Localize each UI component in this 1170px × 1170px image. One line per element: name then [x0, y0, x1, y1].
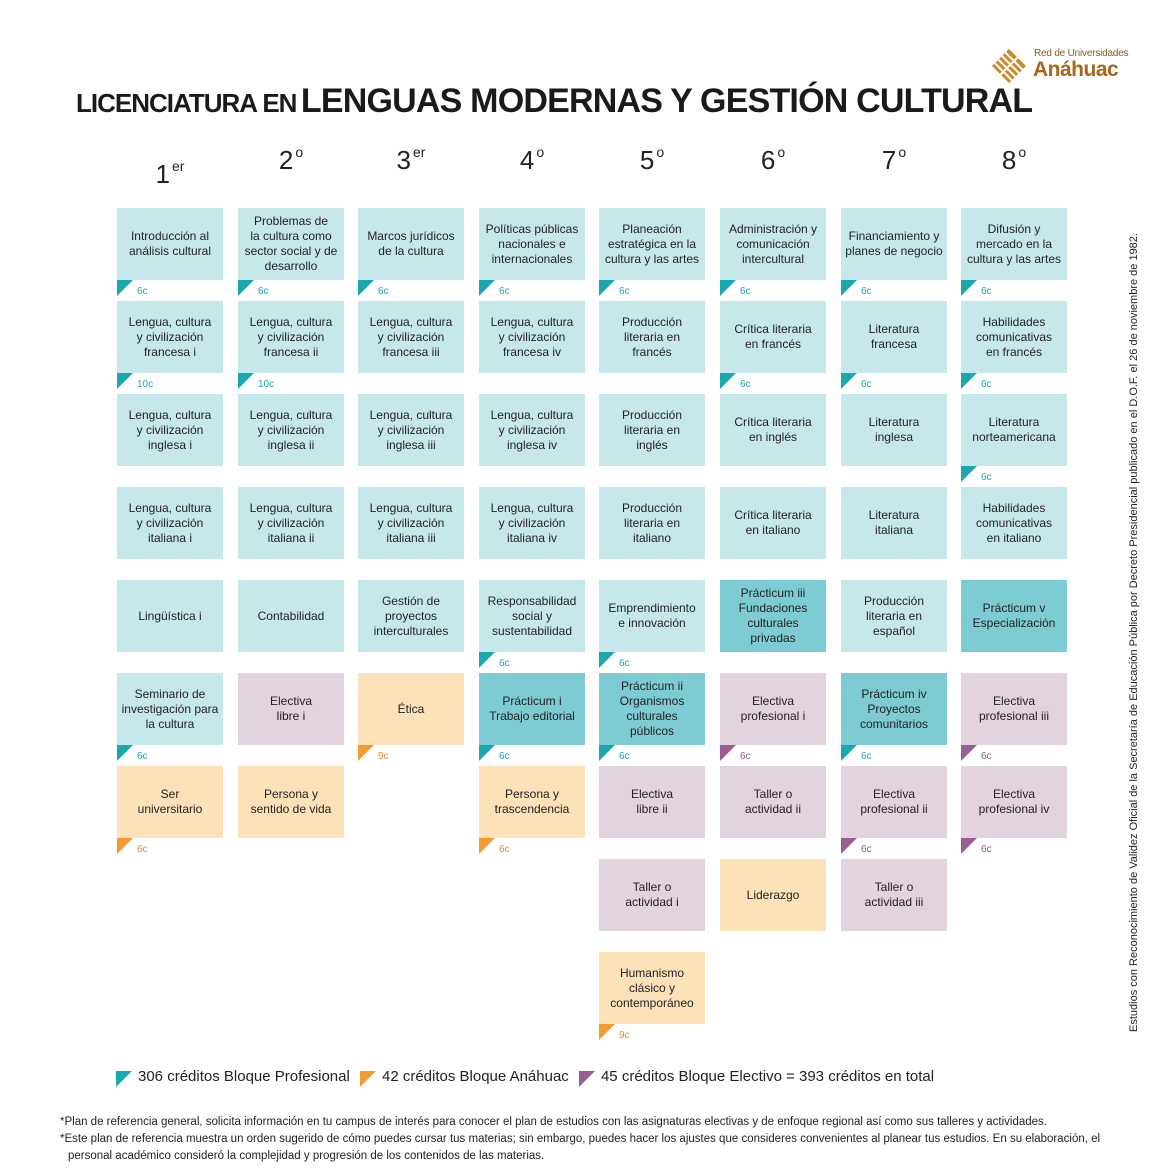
course-cell	[358, 673, 464, 745]
anahuac-triangle-icon	[117, 838, 133, 854]
course-name: Habilidades comunicativas en francés	[975, 314, 1053, 359]
course-name: Humanismo clásico y contemporáneo	[610, 965, 694, 1010]
course-name: Lengua, cultura y civilización italiana ii	[249, 500, 333, 545]
anahuac-triangle-icon	[479, 838, 495, 854]
course-cell	[358, 301, 464, 373]
anahuac-triangle-icon	[358, 745, 374, 761]
course-credits-label: 6c	[499, 751, 510, 762]
course-cell	[599, 487, 705, 559]
course-cell	[841, 766, 947, 838]
course-name: Ética	[397, 701, 425, 716]
course-credits	[599, 745, 639, 765]
course-name: Planeación estratégica en la cultura y las artes	[604, 221, 700, 266]
footnote-1: *Plan de referencia general, solicita información en tu campus de interés para conocer el plan de estudios con las asignaturas electivas y de enfoque regional así como sus talleres y actividades.	[60, 1116, 1048, 1128]
profesional-triangle-icon	[117, 280, 133, 296]
course-cell	[358, 487, 464, 559]
course-name: Lengua, cultura y civilización francesa i	[128, 314, 212, 359]
course-name: Lengua, cultura y civilización inglesa i	[128, 407, 212, 452]
course-name: Prácticum v Especialización	[972, 601, 1056, 630]
course-cell	[117, 301, 223, 373]
course-credits-label: 6c	[861, 844, 872, 855]
profesional-triangle-icon	[599, 745, 615, 761]
course-cell	[238, 673, 344, 745]
course-credits-label: 6c	[619, 286, 630, 297]
profesional-triangle-icon	[238, 280, 254, 296]
course-cell	[117, 394, 223, 466]
course-cell	[479, 766, 585, 838]
semester-ordinal-suffix: o	[1018, 144, 1027, 160]
semester-number: 4	[519, 145, 535, 175]
electivo-triangle-icon	[841, 838, 857, 854]
course-credits	[961, 280, 1001, 300]
course-name: Electiva profesional iv	[978, 787, 1050, 816]
course-cell	[479, 673, 585, 745]
course-name: Introducción al análisis cultural	[128, 229, 212, 258]
semester-ordinal-suffix: o	[295, 144, 304, 160]
course-name: Persona y sentido de vida	[250, 787, 332, 816]
course-cell	[841, 859, 947, 931]
legend-anahuac	[360, 1068, 569, 1085]
course-name: Gestión de proyectos interculturales	[373, 593, 449, 638]
course-name: Difusión y mercado en la cultura y las artes	[966, 221, 1062, 266]
course-cell	[358, 580, 464, 652]
course-cell	[720, 487, 826, 559]
course-credits-label: 9c	[378, 751, 389, 762]
course-cell	[841, 487, 947, 559]
profesional-triangle-icon	[720, 373, 736, 389]
electivo-triangle-icon	[579, 1071, 595, 1087]
course-credits	[961, 466, 1001, 486]
legend-profesional	[116, 1068, 350, 1085]
course-name: Electiva profesional ii	[860, 787, 928, 816]
profesional-triangle-icon	[117, 745, 133, 761]
course-cell	[479, 301, 585, 373]
legend-profesional-label: 306 créditos Bloque Profesional	[138, 1068, 350, 1085]
course-credits	[117, 280, 157, 300]
course-name: Crítica literaria en italiano	[734, 508, 812, 537]
semester-2-header	[238, 144, 344, 176]
course-name: Administración y comunicación intercultural	[728, 221, 818, 266]
profesional-triangle-icon	[479, 652, 495, 668]
course-name: Electiva profesional iii	[978, 694, 1050, 723]
course-credits	[961, 745, 1001, 765]
profesional-triangle-icon	[358, 280, 374, 296]
course-name: Electiva libre ii	[630, 787, 674, 816]
course-credits	[117, 745, 157, 765]
vertical-accreditation-note: Estudios con Reconocimiento de Validez Oficial de la Secretaría de Educación Pública por Decreto Presidencial publicado en el D.O.F. el 26 de noviembre de 1982.	[1128, 233, 1140, 1032]
course-name: Producción literaria en francés	[621, 314, 683, 359]
course-name: Crítica literaria en francés	[734, 322, 812, 351]
course-cell	[117, 673, 223, 745]
course-cell	[238, 301, 344, 373]
course-cell	[961, 394, 1067, 466]
course-cell	[599, 673, 705, 745]
course-credits-label: 6c	[981, 472, 992, 483]
course-name: Crítica literaria en inglés	[734, 415, 812, 444]
course-name: Responsabilidad social y sustentabilidad	[487, 593, 577, 638]
course-credits	[599, 652, 639, 672]
electivo-triangle-icon	[720, 745, 736, 761]
course-credits-label: 6c	[981, 844, 992, 855]
profesional-triangle-icon	[117, 373, 133, 389]
course-cell	[479, 208, 585, 280]
semester-ordinal-suffix: er	[172, 158, 185, 174]
course-cell	[599, 580, 705, 652]
profesional-triangle-icon	[841, 373, 857, 389]
course-credits	[358, 280, 398, 300]
semester-number: 7	[881, 145, 897, 175]
anahuac-triangle-icon	[599, 1024, 615, 1040]
course-name: Taller o actividad ii	[744, 787, 802, 816]
course-credits-label: 6c	[619, 658, 630, 669]
course-credits-label: 6c	[861, 751, 872, 762]
course-cell	[720, 580, 826, 652]
course-credits	[720, 280, 760, 300]
course-name: Lingüística i	[138, 608, 202, 623]
course-name: Taller o actividad iii	[864, 880, 924, 909]
course-name: Electiva libre i	[269, 694, 313, 723]
profesional-triangle-icon	[961, 373, 977, 389]
course-cell	[238, 394, 344, 466]
course-name: Prácticum iv Proyectos comunitarios	[859, 686, 929, 731]
course-name: Ser universitario	[137, 787, 203, 816]
course-name: Lengua, cultura y civilización inglesa ii	[249, 407, 333, 452]
legend-electivo-label: 45 créditos Bloque Electivo = 393 créditos en total	[600, 1068, 935, 1085]
course-name: Lengua, cultura y civilización inglesa iv	[490, 407, 574, 452]
course-credits-label: 6c	[499, 658, 510, 669]
electivo-triangle-icon	[961, 838, 977, 854]
course-credits	[358, 745, 398, 765]
profesional-triangle-icon	[599, 652, 615, 668]
course-credits-label: 6c	[137, 751, 148, 762]
course-credits-label: 6c	[861, 379, 872, 390]
course-name: Literatura norteamericana	[972, 415, 1056, 444]
course-cell	[599, 301, 705, 373]
vertical-note-container	[1126, 180, 1142, 1032]
anahuac-triangle-icon	[360, 1071, 376, 1087]
course-cell	[117, 580, 223, 652]
logo-network-label: Red de Universidades	[1034, 48, 1129, 59]
course-credits	[841, 838, 881, 858]
course-name: Lengua, cultura y civilización italiana i	[128, 500, 212, 545]
course-cell	[238, 580, 344, 652]
course-cell	[961, 580, 1067, 652]
profesional-triangle-icon	[720, 280, 736, 296]
anahuac-logo-icon	[990, 48, 1028, 84]
course-cell	[841, 301, 947, 373]
course-name: Prácticum i Trabajo editorial	[489, 694, 575, 723]
course-credits	[238, 280, 278, 300]
course-cell	[238, 766, 344, 838]
course-cell	[599, 952, 705, 1024]
course-cell	[841, 580, 947, 652]
course-cell	[841, 208, 947, 280]
course-name: Emprendimiento e innovación	[608, 601, 696, 630]
course-cell	[599, 208, 705, 280]
profesional-triangle-icon	[116, 1071, 132, 1087]
course-name: Persona y trascendencia	[494, 787, 570, 816]
course-credits	[841, 745, 881, 765]
course-credits	[479, 838, 519, 858]
semester-number: 3	[396, 145, 411, 175]
course-credits-label: 9c	[619, 1030, 630, 1041]
semester-ordinal-suffix: er	[413, 144, 426, 160]
profesional-triangle-icon	[238, 373, 254, 389]
course-cell	[599, 766, 705, 838]
profesional-triangle-icon	[599, 280, 615, 296]
course-name: Producción literaria en inglés	[621, 407, 683, 452]
footnote-2-continued: personal académico consideró la complejidad y progresión de los contenidos de las materias.	[68, 1150, 545, 1162]
course-name: Prácticum iii Fundaciones culturales privadas	[738, 586, 808, 645]
course-credits	[961, 373, 1001, 393]
course-name: Contabilidad	[257, 608, 325, 623]
course-credits	[238, 373, 278, 393]
course-credits	[117, 373, 157, 393]
course-cell	[720, 394, 826, 466]
course-credits	[599, 1024, 639, 1044]
course-credits	[841, 280, 881, 300]
profesional-triangle-icon	[841, 280, 857, 296]
course-credits-label: 6c	[378, 286, 389, 297]
course-name: Literatura italiana	[868, 508, 920, 537]
course-name: Literatura francesa	[868, 322, 920, 351]
profesional-triangle-icon	[479, 280, 495, 296]
course-name: Lengua, cultura y civilización inglesa iii	[369, 407, 453, 452]
course-cell	[479, 487, 585, 559]
course-name: Lengua, cultura y civilización italiana iii	[369, 500, 453, 545]
course-cell	[720, 766, 826, 838]
footnotes	[60, 1114, 1140, 1165]
course-name: Electiva profesional i	[740, 694, 806, 723]
semester-number: 8	[1001, 145, 1017, 175]
semester-ordinal-suffix: o	[536, 144, 545, 160]
course-cell	[961, 766, 1067, 838]
course-credits	[479, 652, 519, 672]
course-cell	[358, 394, 464, 466]
course-name: Prácticum ii Organismos culturales públicos	[619, 679, 685, 738]
course-credits-label: 6c	[740, 751, 751, 762]
course-cell	[961, 487, 1067, 559]
course-credits-label: 6c	[499, 844, 510, 855]
course-credits	[479, 745, 519, 765]
legend-anahuac-label: 42 créditos Bloque Anáhuac	[381, 1068, 569, 1085]
course-cell	[238, 487, 344, 559]
legend-electivo	[579, 1068, 934, 1085]
title-main: LENGUAS MODERNAS Y GESTIÓN CULTURAL	[300, 82, 1033, 120]
course-cell	[720, 301, 826, 373]
footnote-2: *Este plan de referencia muestra un orden sugerido de cómo puedes cursar tus materias; sin embargo, puedes hacer los ajustes que consideres convenientes al planear tus estudios. En su elaboración, el	[60, 1133, 1101, 1145]
course-credits-label: 6c	[137, 286, 148, 297]
course-name: Lengua, cultura y civilización francesa iii	[369, 314, 453, 359]
course-name: Lengua, cultura y civilización francesa ii	[249, 314, 333, 359]
course-credits	[117, 838, 157, 858]
semester-number: 2	[278, 145, 294, 175]
course-name: Seminario de investigación para la cultura	[121, 686, 219, 731]
course-credits	[720, 745, 760, 765]
course-cell	[841, 673, 947, 745]
course-cell	[961, 208, 1067, 280]
semester-number: 6	[760, 145, 776, 175]
course-cell	[599, 859, 705, 931]
semester-4-header	[479, 144, 585, 176]
semester-3-header	[358, 144, 464, 176]
semester-5-header	[599, 144, 705, 176]
course-credits-label: 6c	[981, 286, 992, 297]
course-credits	[599, 280, 639, 300]
course-credits-label: 6c	[258, 286, 269, 297]
course-cell	[238, 208, 344, 280]
logo-wordmark: Anáhuac	[1033, 58, 1119, 81]
semester-number: 1	[155, 159, 170, 189]
course-cell	[599, 394, 705, 466]
course-credits	[841, 373, 881, 393]
course-name: Problemas de la cultura como sector social y de desarrollo	[244, 214, 338, 273]
course-name: Literatura inglesa	[868, 415, 920, 444]
profesional-triangle-icon	[961, 280, 977, 296]
course-name: Taller o actividad i	[625, 880, 679, 909]
semester-7-header	[841, 144, 947, 176]
course-credits	[479, 280, 519, 300]
course-cell	[117, 487, 223, 559]
course-cell	[720, 673, 826, 745]
course-cell	[358, 208, 464, 280]
page-title	[76, 82, 1032, 121]
course-credits	[961, 838, 1001, 858]
semester-ordinal-suffix: o	[777, 144, 786, 160]
course-credits-label: 6c	[981, 751, 992, 762]
course-credits-label: 6c	[619, 751, 630, 762]
course-credits-label: 6c	[861, 286, 872, 297]
course-credits-label: 6c	[137, 844, 148, 855]
semester-6-header	[720, 144, 826, 176]
course-credits	[720, 373, 760, 393]
course-cell	[841, 394, 947, 466]
course-cell	[961, 673, 1067, 745]
course-name: Habilidades comunicativas en italiano	[975, 500, 1053, 545]
course-credits-label: 6c	[981, 379, 992, 390]
course-name: Marcos jurídicos de la cultura	[367, 229, 455, 258]
course-cell	[961, 301, 1067, 373]
course-name: Lengua, cultura y civilización italiana iv	[490, 500, 574, 545]
semester-1-header	[117, 158, 223, 190]
semester-ordinal-suffix: o	[898, 144, 907, 160]
course-credits-label: 6c	[740, 379, 751, 390]
course-cell	[117, 766, 223, 838]
course-credits-label: 10c	[258, 379, 275, 390]
course-name: Financiamiento y planes de negocio	[845, 229, 943, 258]
credits-legend	[116, 1068, 940, 1090]
profesional-triangle-icon	[961, 466, 977, 482]
semester-ordinal-suffix: o	[656, 144, 665, 160]
course-credits-label: 10c	[137, 379, 154, 390]
course-credits-label: 6c	[499, 286, 510, 297]
semester-number: 5	[639, 145, 655, 175]
course-cell	[479, 394, 585, 466]
course-credits-label: 6c	[740, 286, 751, 297]
electivo-triangle-icon	[961, 745, 977, 761]
course-cell	[117, 208, 223, 280]
course-cell	[720, 859, 826, 931]
profesional-triangle-icon	[479, 745, 495, 761]
course-name: Producción literaria en español	[863, 593, 925, 638]
title-prefix: LICENCIATURA EN	[76, 88, 297, 118]
course-name: Liderazgo	[746, 887, 800, 902]
course-name: Lengua, cultura y civilización francesa iv	[490, 314, 574, 359]
course-cell	[479, 580, 585, 652]
semester-8-header	[961, 144, 1067, 176]
course-cell	[720, 208, 826, 280]
course-name: Producción literaria en italiano	[621, 500, 683, 545]
course-name: Políticas públicas nacionales e internacionales	[485, 221, 579, 266]
profesional-triangle-icon	[841, 745, 857, 761]
